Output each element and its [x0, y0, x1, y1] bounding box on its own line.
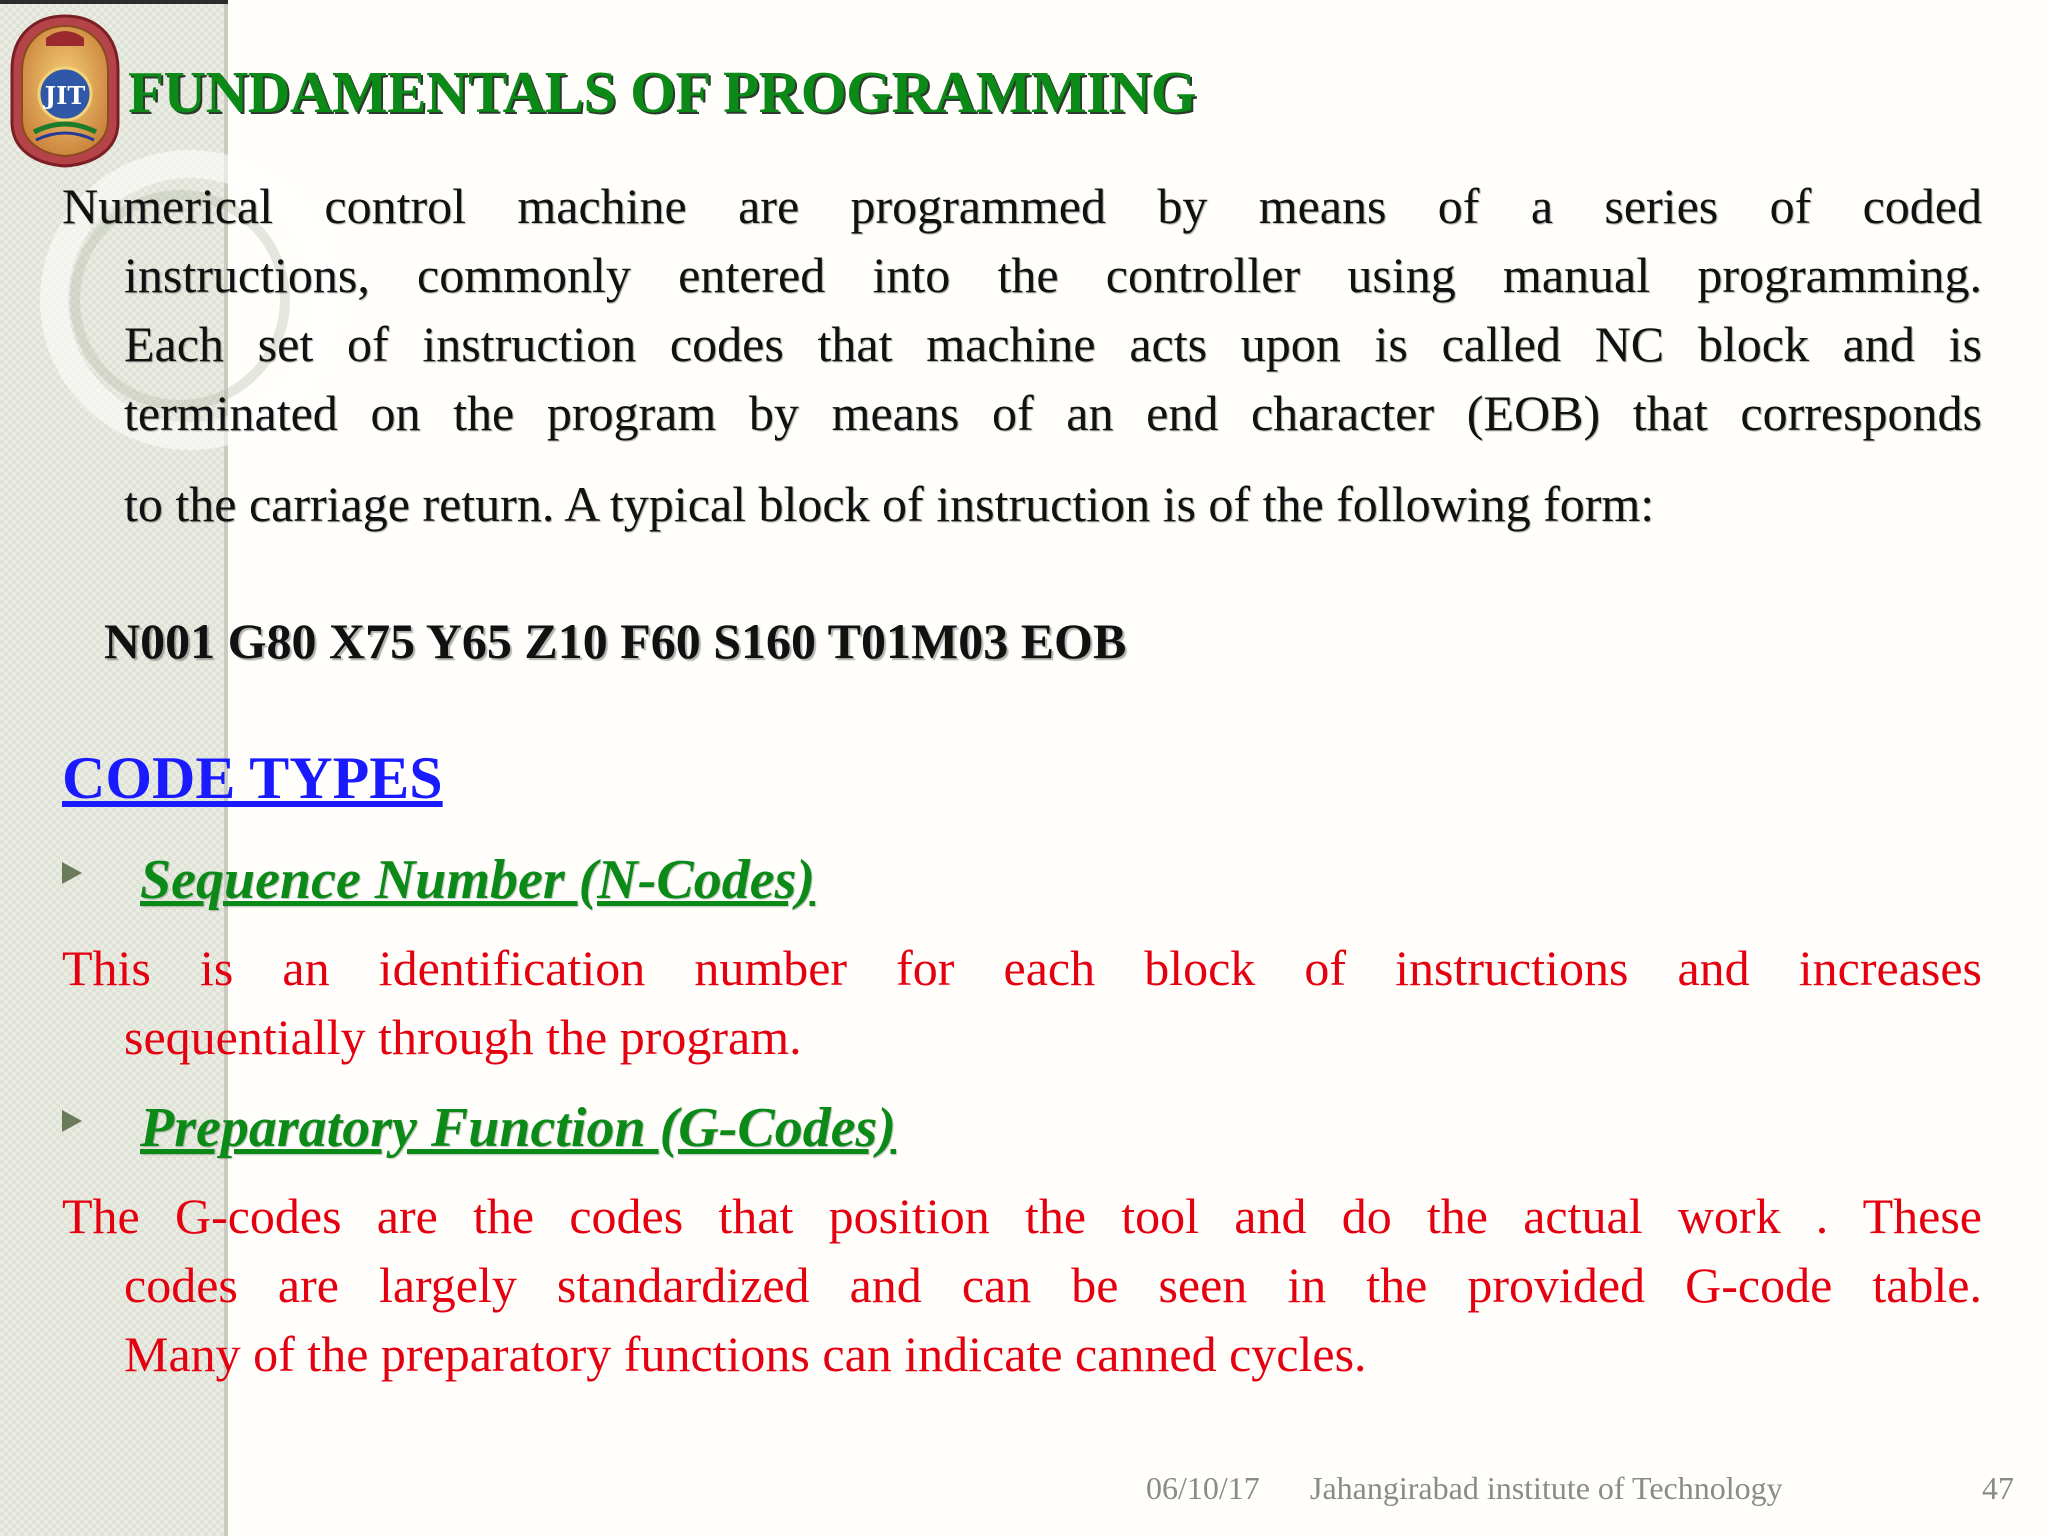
- description-line: This is an identification number for each block of instructions and increases: [62, 940, 1982, 996]
- bullet-description: [62, 934, 1982, 1072]
- slide-title: FUNDAMENTALS OF PROGRAMMING: [128, 59, 1197, 125]
- footer-page-number: 47: [1982, 1470, 2014, 1506]
- intro-line: instructions, commonly entered into the controller using manual programming.: [124, 247, 1982, 303]
- footer-institute: Jahangirabad institute of Technology: [1310, 1470, 1783, 1506]
- intro-line: to the carriage return. A typical block of instruction is of the following form:: [124, 476, 1655, 532]
- institute-logo-icon: [6, 12, 124, 170]
- bullet-heading: Preparatory Function (G-Codes): [140, 1097, 896, 1159]
- description-line: Many of the preparatory functions can indicate canned cycles.: [124, 1326, 1367, 1382]
- intro-line: Numerical control machine are programmed by means of a series of coded: [62, 178, 1982, 234]
- description-line: codes are largely standardized and can be seen in the provided G-code table.: [124, 1257, 1982, 1313]
- bullet-description: [62, 1182, 1982, 1389]
- intro-paragraph: [62, 172, 1982, 539]
- intro-line: Each set of instruction codes that machine acts upon is called NC block and is: [124, 316, 1982, 372]
- section-heading: CODE TYPES: [62, 745, 443, 811]
- triangle-bullet-icon: [62, 862, 82, 884]
- description-line: sequentially through the program.: [124, 1009, 802, 1065]
- example-nc-block: N001 G80 X75 Y65 Z10 F60 S160 T01M03 EOB: [104, 613, 1127, 669]
- footer-date: 06/10/17: [1146, 1470, 1260, 1506]
- logo-text: JIT: [44, 81, 86, 110]
- description-line: The G-codes are the codes that position the tool and do the actual work . These: [62, 1188, 1982, 1244]
- intro-line: terminated on the program by means of an end character (EOB) that corresponds: [124, 385, 1982, 441]
- top-rule: [0, 0, 228, 4]
- triangle-bullet-icon: [62, 1110, 82, 1132]
- bullet-heading: Sequence Number (N-Codes): [140, 849, 816, 911]
